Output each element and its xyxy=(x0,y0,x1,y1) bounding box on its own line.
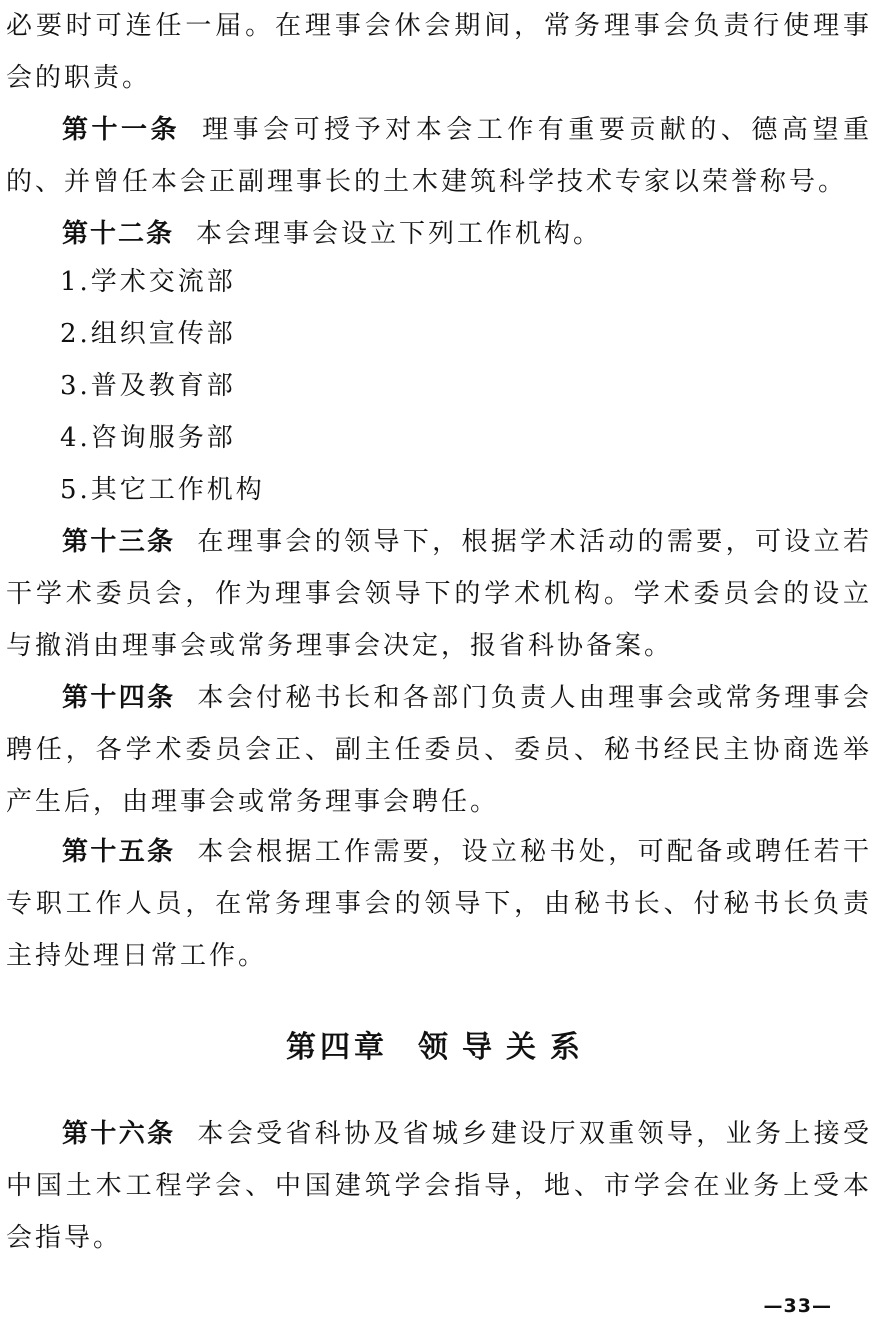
article-text: 在理事会的领导下，根据学术活动的需要，可设立若干学术委员会，作为理事会领导下的学术机构。学术委员会的设立与撤消由理事会或常务理事会决定，报省科协备案。 xyxy=(6,527,872,661)
article-number: 第十一条 xyxy=(62,115,181,145)
org-list-item: 3.普及教育部 xyxy=(60,371,236,401)
article-13 xyxy=(6,516,872,672)
org-list-item: 5.其它工作机构 xyxy=(60,475,265,505)
article-number: 第十五条 xyxy=(62,837,176,867)
continuation-text: 必要时可连任一届。在理事会休会期间，常务理事会负责行使理事会的职责。 xyxy=(6,11,872,93)
article-14 xyxy=(6,672,872,828)
article-16 xyxy=(6,1108,872,1264)
article-12 xyxy=(6,208,872,260)
article-text: 本会付秘书长和各部门负责人由理事会或常务理事会聘任，各学术委员会正、副主任委员、委员、秘书经民主协商选举产生后，由理事会或常务理事会聘任。 xyxy=(6,683,872,817)
article-number: 第十四条 xyxy=(62,683,176,713)
page-number: —33— xyxy=(763,1295,832,1317)
article-11 xyxy=(6,104,872,208)
article-text: 本会根据工作需要，设立秘书处，可配备或聘任若干专职工作人员，在常务理事会的领导下，由秘书长、付秘书长负责主持处理日常工作。 xyxy=(6,837,872,971)
chapter-number: 第四章 xyxy=(286,1030,388,1065)
chapter-title: 领导关系 xyxy=(418,1030,594,1065)
article-number: 第十六条 xyxy=(62,1119,176,1149)
article-number: 第十三条 xyxy=(62,527,176,557)
article-number: 第十二条 xyxy=(62,219,175,249)
org-list-item: 2.组织宣传部 xyxy=(60,319,236,349)
article-text: 本会理事会设立下列工作机构。 xyxy=(196,219,603,249)
article-text: 理事会可授予对本会工作有重要贡献的、德高望重的、并曾任本会正副理事长的土木建筑科学技术专家以荣誉称号。 xyxy=(6,115,872,197)
org-list-item: 1.学术交流部 xyxy=(60,267,236,297)
article-15 xyxy=(6,826,872,982)
article-text: 本会受省科协及省城乡建设厅双重领导，业务上接受中国土木工程学会、中国建筑学会指导，地、市学会在业务上受本会指导。 xyxy=(6,1119,872,1253)
continuation-paragraph xyxy=(6,0,872,104)
org-list-item: 4.咨询服务部 xyxy=(60,423,236,453)
chapter-heading xyxy=(0,1022,880,1074)
